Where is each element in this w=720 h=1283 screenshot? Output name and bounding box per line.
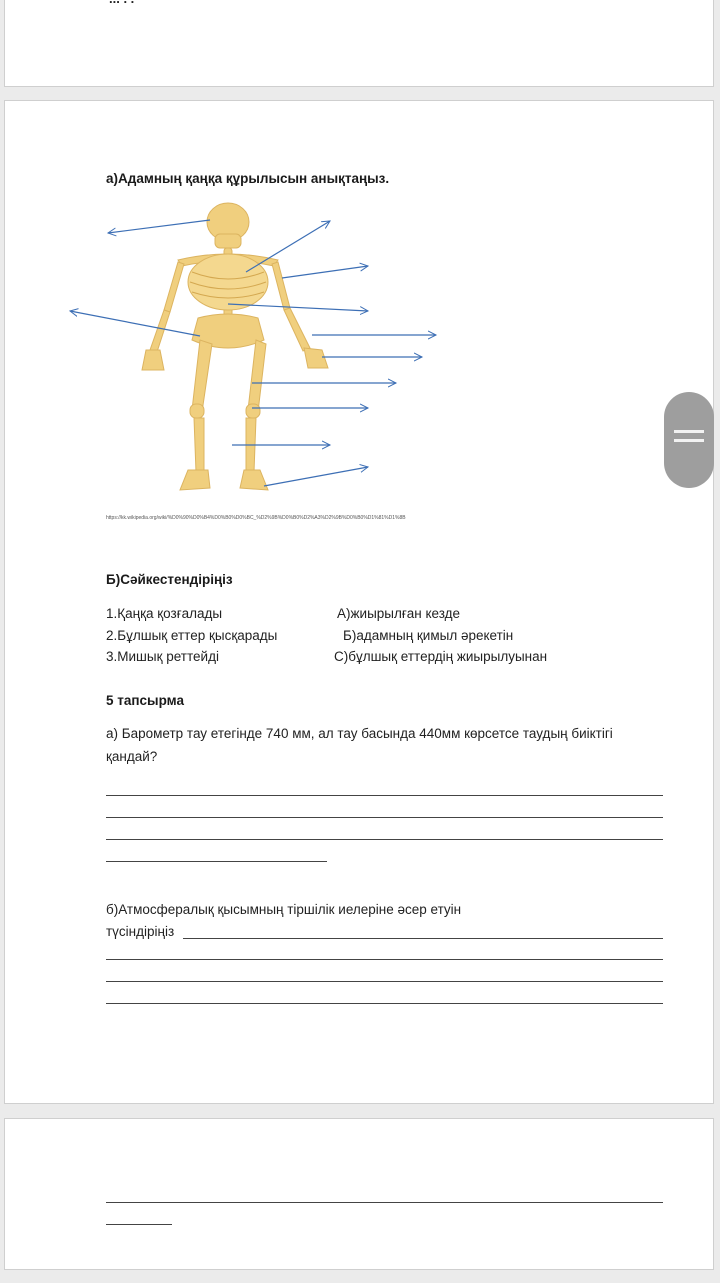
match-left-1: 1.Қаңқа қозғалады [106, 606, 223, 621]
scroll-handle[interactable] [664, 392, 714, 488]
answer-line[interactable] [106, 981, 663, 982]
answer-line[interactable] [106, 861, 327, 862]
question-a-line-1: а) Барометр тау етегінде 740 мм, ал тау басында 440мм көрсетсе таудың биіктігі [106, 726, 613, 741]
clipped-text [109, 0, 134, 6]
skeleton-figure [142, 203, 328, 490]
answer-line[interactable] [106, 1224, 172, 1225]
section-b-heading: Б)Сәйкестендіріңіз [106, 572, 233, 587]
task5-heading: 5 тапсырма [106, 693, 184, 708]
question-a-line-2: қандай? [106, 749, 158, 764]
page-3 [4, 1118, 714, 1270]
grip-line [674, 439, 704, 442]
answer-line[interactable] [106, 1003, 663, 1004]
answer-line[interactable] [106, 795, 663, 796]
match-right-2: Б)адамның қимыл әрекетін [343, 628, 514, 643]
grip-line [674, 430, 704, 433]
question-b-line-2: түсіндіріңіз [106, 924, 175, 939]
section-a-heading: а)Адамның қаңқа құрылысын анықтаңыз. [106, 171, 390, 186]
answer-line[interactable] [106, 1202, 663, 1203]
skeleton-diagram [60, 200, 460, 500]
answer-line[interactable] [106, 817, 663, 818]
match-right-1: А)жиырылған кезде [337, 606, 461, 621]
question-b-line-1: б)Атмосфералық қысымның тіршілік иелеріне әсер етуін [106, 902, 462, 917]
match-left-2: 2.Бұлшық еттер қысқарады [106, 628, 278, 643]
answer-line[interactable] [106, 839, 663, 840]
page-1 [4, 0, 714, 87]
source-url[interactable]: https://kk.wikipedia.org/wiki/%D0%90%D0%B4%D0%B0%D0%BC_%D2%9B%D0%B0%D2%A3%D2%9B%D0%B0%D1%81%D1%8B [106, 515, 406, 521]
match-left-3: 3.Мишық реттейді [106, 649, 219, 664]
answer-line[interactable] [106, 959, 663, 960]
match-right-3: С)бұлшық еттердің жиырылуынан [334, 649, 548, 664]
answer-line[interactable] [183, 938, 663, 939]
